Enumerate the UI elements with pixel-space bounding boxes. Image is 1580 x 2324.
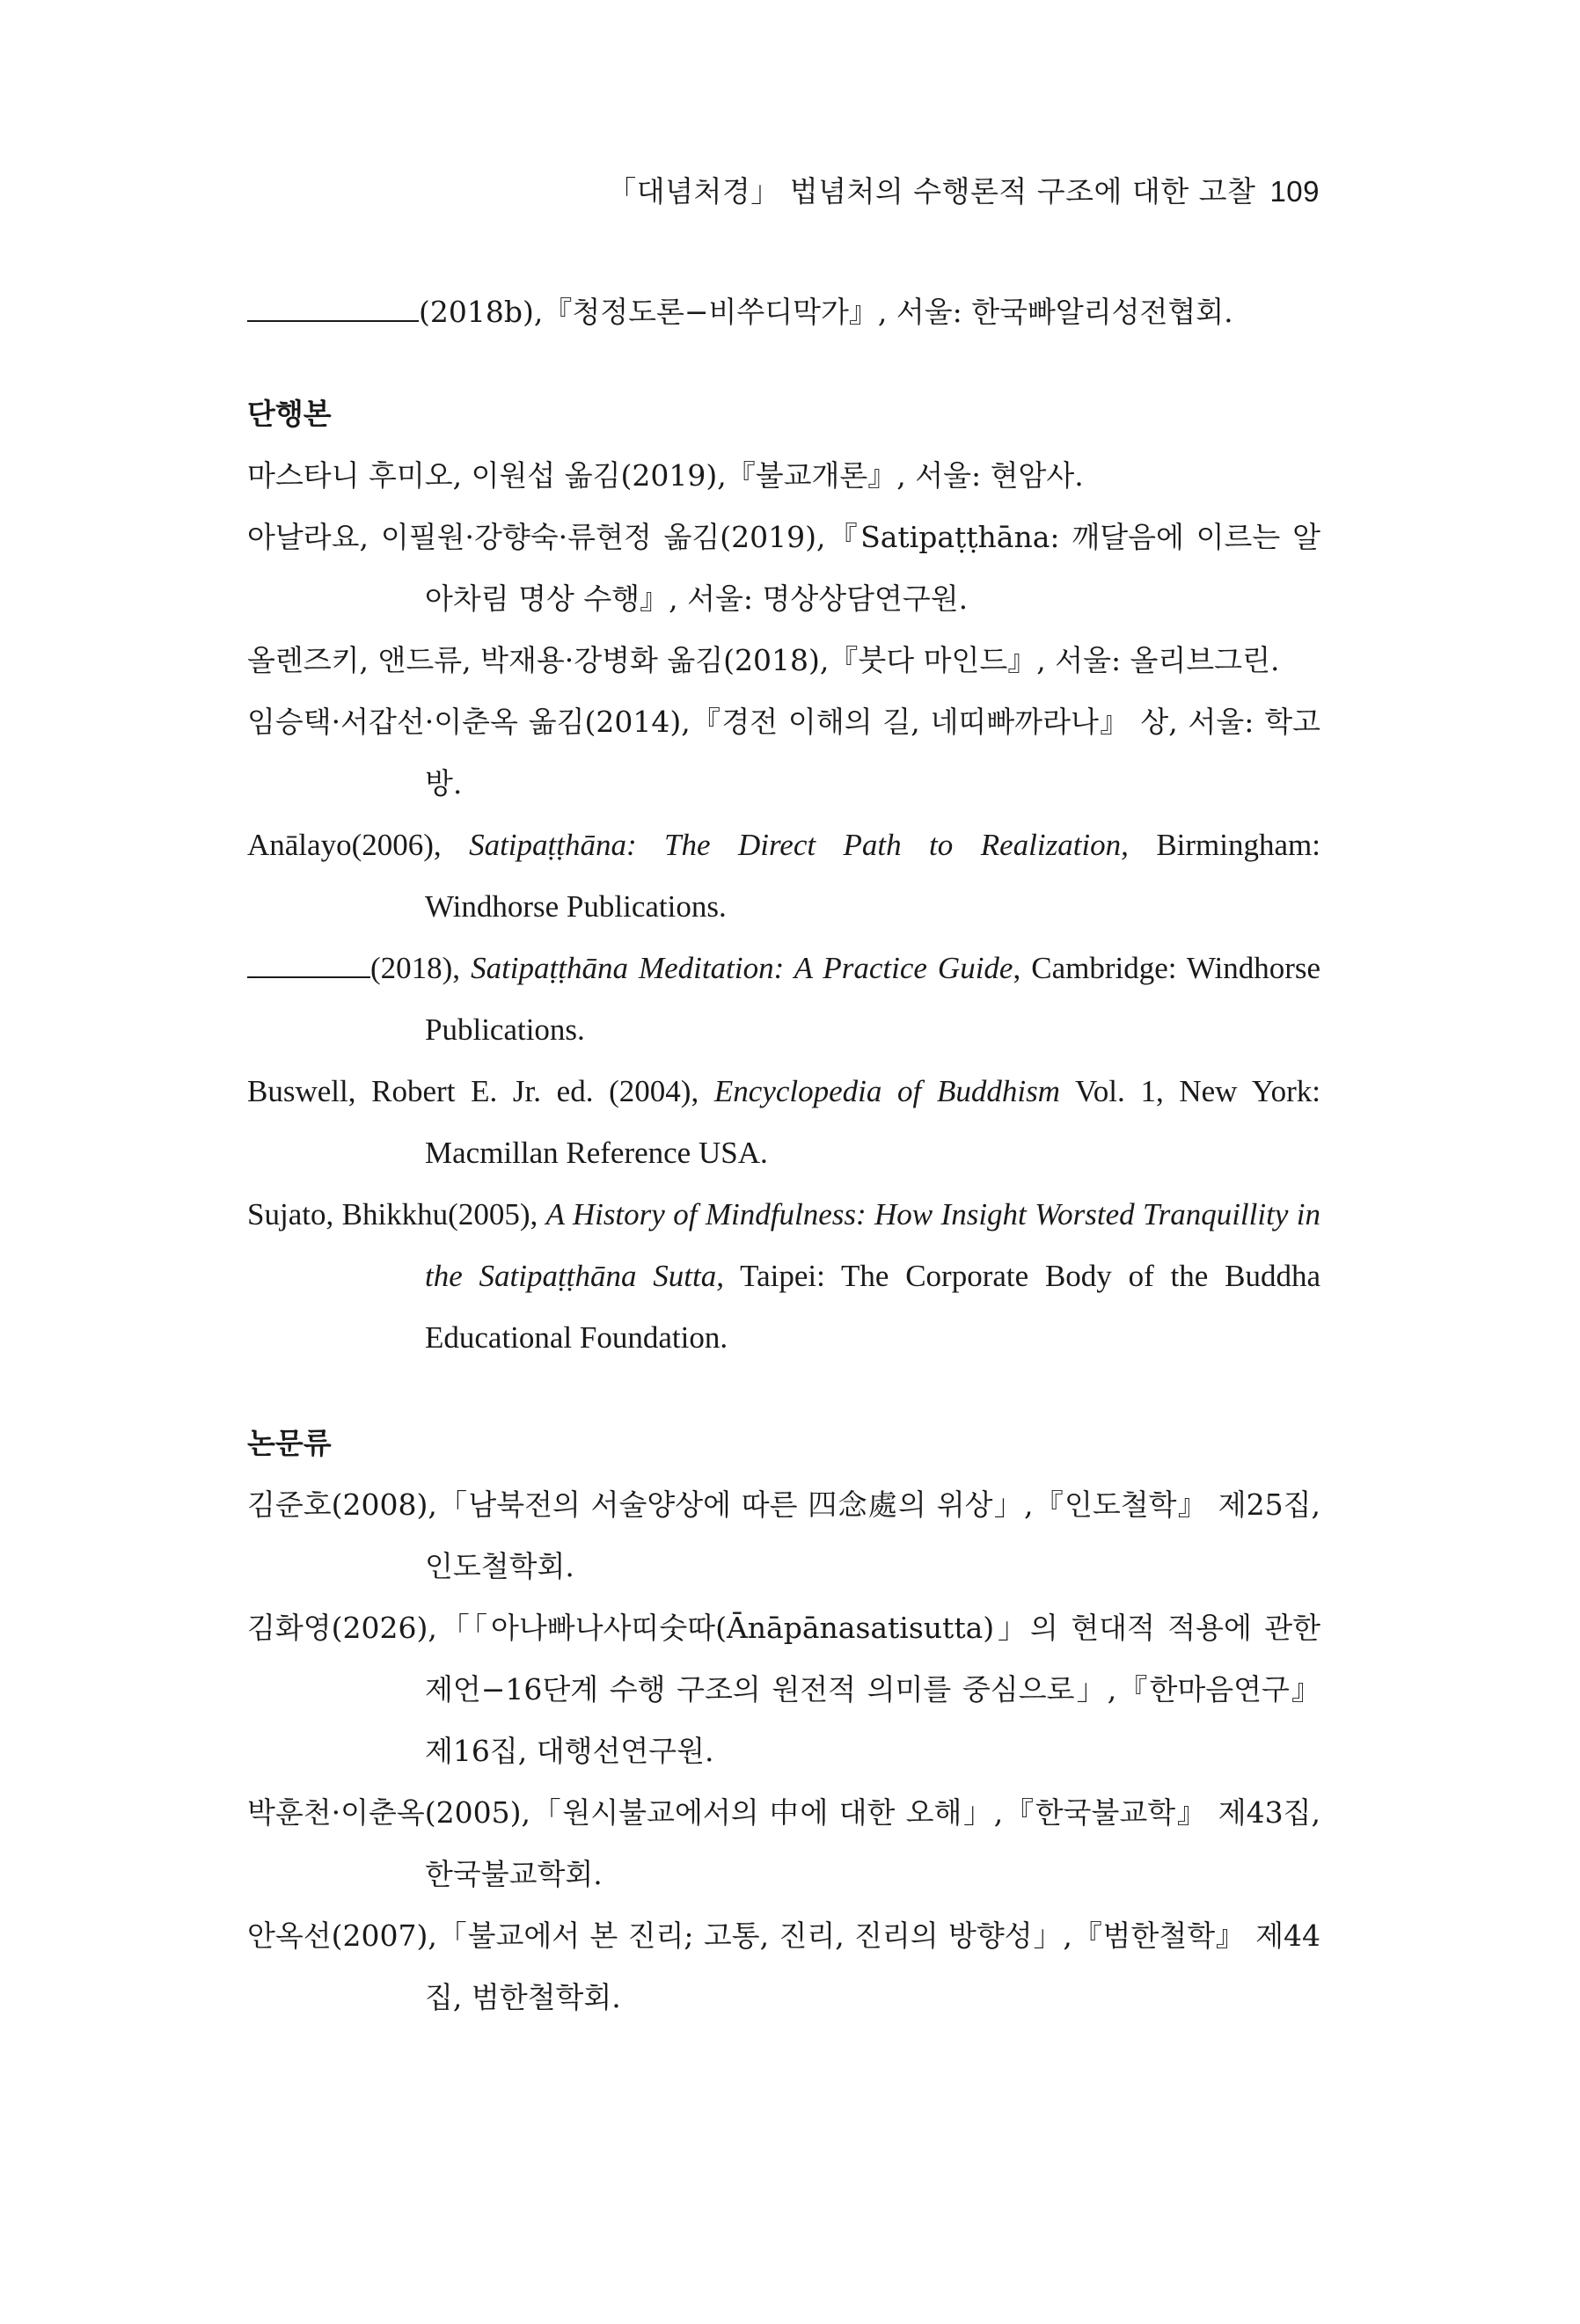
reference-entry [247,1061,1320,1184]
reference-year: (2018), [370,951,472,985]
reference-list [247,281,1320,2028]
reference-entry [247,815,1320,938]
reference-entry: 박훈천·이춘옥(2005),「원시불교에서의 中에 대한 오해」,『한국불교학』 제43집, 한국불교학회. [247,1795,1320,1891]
reference-author: Anālayo(2006), [247,828,470,862]
reference-entry: 아날라요, 이필원·강향숙·류현정 옮김(2019),『Satipaṭṭhāna: 깨달음에 이르는 알아차림 명상 수행』, 서울: 명상상담연구원. [247,520,1320,616]
reference-title: Encyclopedia of Buddhism [713,1074,1060,1108]
running-head [607,169,1320,210]
repeat-author-dash [247,294,419,322]
reference-entry: 올렌즈키, 앤드류, 박재용·강병화 옮김(2018),『붓다 마인드』, 서울: 올리브그린. [247,643,1280,677]
reference-entry: 마스타니 후미오, 이원섭 옮김(2019),『불교개론』, 서울: 현암사. [247,458,1084,493]
reference-entry [247,938,1320,1061]
reference-title: A History of Mindfulness: How Insight Worsted Tranquillity in the Satipaṭṭhāna Sutta, [425,1197,1320,1293]
reference-entry: 김준호(2008),「남북전의 서술양상에 따른 四念處의 위상」,『인도철학』 제25집, 인도철학회. [247,1487,1320,1583]
section-heading-papers: 논문류 [247,1426,332,1460]
page-number: 109 [1269,175,1320,208]
running-head-title: 「대념처경」 법념처의 수행론적 구조에 대한 고찰 [607,174,1256,208]
reference-entry [247,281,1320,343]
reference-entry [247,1184,1320,1369]
reference-author: Sujato, Bhikkhu(2005), [247,1197,546,1231]
reference-publisher: Vol. 1, New York: Macmillan Reference USA. [425,1074,1320,1170]
section-heading-monographs: 단행본 [247,397,332,431]
reference-publisher: , Cambridge: Windhorse Publications. [425,951,1321,1047]
reference-entry: 안옥선(2007),「불교에서 본 진리; 고통, 진리, 진리의 방향성」,『범한철학』 제44집, 범한철학회. [247,1918,1320,2014]
reference-text: (2018b),『청정도론−비쑤디막가』, 서울: 한국빠알리성전협회. [419,295,1233,329]
reference-publisher: Birmingham: Windhorse Publications. [425,828,1320,924]
reference-entry: 김화영(2026),「「아나빠나사띠숫따(Ānāpānasatisutta)」의 현대적 적용에 관한 제언−16단계 수행 구조의 원전적 의미를 중심으로」,『한마음연구』 제16집, 대행선연구원. [247,1611,1320,1768]
reference-title: Satipaṭṭhāna: The Direct Path to Realization, [469,828,1129,862]
reference-author: Buswell, Robert E. Jr. ed. (2004), [247,1074,714,1108]
reference-entry: 임승택·서갑선·이춘옥 옮김(2014),『경전 이해의 길, 네띠빠까라나』 상, 서울: 학고방. [247,705,1320,800]
reference-publisher: Taipei: The Corporate Body of the Buddha Educational Foundation. [425,1259,1320,1355]
reference-title: Satipaṭṭhāna Meditation: A Practice Guide [471,951,1013,985]
repeat-author-dash [247,950,370,978]
